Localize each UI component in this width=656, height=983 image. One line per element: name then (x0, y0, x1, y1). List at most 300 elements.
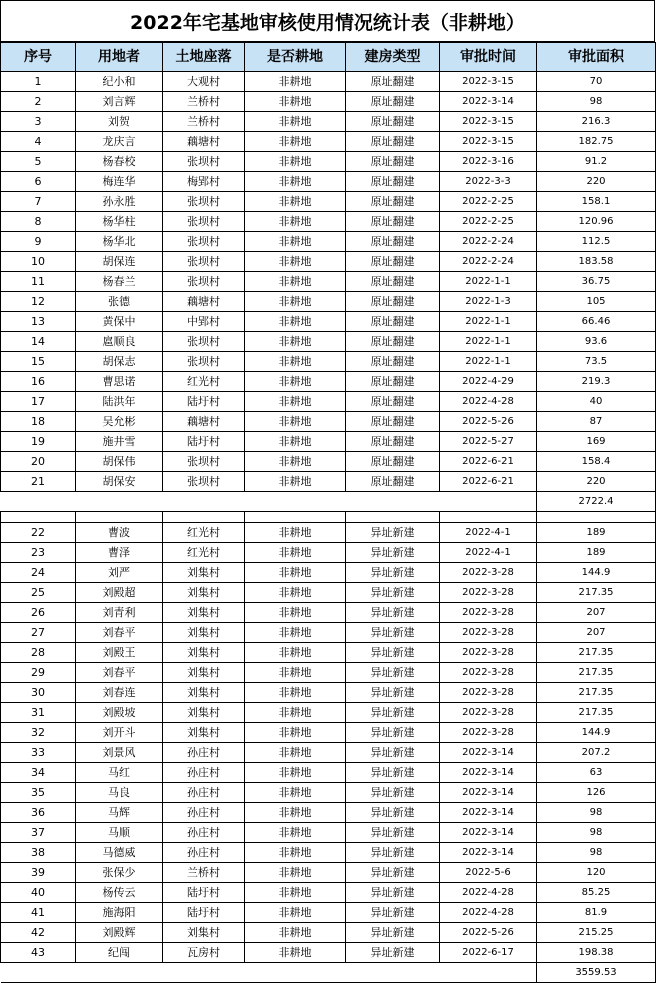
cell-farmland: 非耕地 (245, 72, 346, 92)
table-row (1, 703, 656, 723)
cell-approval-date: 2022-5-26 (440, 923, 537, 943)
cell-build-type: 原址翻建 (346, 112, 440, 132)
cell-location: 孙庄村 (163, 743, 245, 763)
cell-farmland: 非耕地 (245, 623, 346, 643)
cell-applicant: 陆洪年 (76, 392, 163, 412)
cell-approval-date: 2022-3-14 (440, 743, 537, 763)
cell-location: 刘集村 (163, 683, 245, 703)
cell-approval-date: 2022-5-6 (440, 863, 537, 883)
cell-approval-area: 216.3 (537, 112, 656, 132)
cell-approval-area: 207 (537, 623, 656, 643)
cell-farmland: 非耕地 (245, 823, 346, 843)
cell-applicant: 施井雪 (76, 432, 163, 452)
cell-approval-area: 98 (537, 92, 656, 112)
cell-applicant: 施海阳 (76, 903, 163, 923)
cell-index: 6 (1, 172, 76, 192)
cell-build-type: 原址翻建 (346, 372, 440, 392)
cell-build-type: 原址翻建 (346, 432, 440, 452)
cell-applicant: 刘青利 (76, 603, 163, 623)
cell-approval-area: 112.5 (537, 232, 656, 252)
table-row (1, 412, 656, 432)
cell-location: 孙庄村 (163, 763, 245, 783)
cell-approval-date: 2022-2-24 (440, 252, 537, 272)
cell-approval-area: 182.75 (537, 132, 656, 152)
cell-applicant: 孙永胜 (76, 192, 163, 212)
table-row (1, 232, 656, 252)
cell-approval-area: 63 (537, 763, 656, 783)
cell-farmland: 非耕地 (245, 703, 346, 723)
cell-approval-date: 2022-3-28 (440, 603, 537, 623)
cell-approval-date: 2022-6-21 (440, 452, 537, 472)
cell-index: 32 (1, 723, 76, 743)
cell-location: 红光村 (163, 523, 245, 543)
cell-farmland: 非耕地 (245, 272, 346, 292)
cell-approval-date: 2022-1-1 (440, 272, 537, 292)
cell-index: 31 (1, 703, 76, 723)
spacer-cell (1, 512, 76, 523)
cell-applicant: 梅连华 (76, 172, 163, 192)
cell-index: 13 (1, 312, 76, 332)
cell-index: 34 (1, 763, 76, 783)
cell-build-type: 异址新建 (346, 783, 440, 803)
cell-build-type: 异址新建 (346, 943, 440, 963)
cell-applicant: 纪闯 (76, 943, 163, 963)
subtotal-blank-cell (1, 963, 76, 983)
cell-farmland: 非耕地 (245, 472, 346, 492)
cell-applicant: 杨华柱 (76, 212, 163, 232)
cell-approval-date: 2022-1-1 (440, 332, 537, 352)
cell-approval-date: 2022-5-27 (440, 432, 537, 452)
cell-approval-date: 2022-4-28 (440, 903, 537, 923)
cell-applicant: 马顺 (76, 823, 163, 843)
cell-farmland: 非耕地 (245, 92, 346, 112)
cell-approval-area: 144.9 (537, 723, 656, 743)
table-row (1, 212, 656, 232)
spacer-cell (440, 512, 537, 523)
table-row (1, 72, 656, 92)
cell-farmland: 非耕地 (245, 292, 346, 312)
cell-applicant: 马辉 (76, 803, 163, 823)
cell-approval-area: 93.6 (537, 332, 656, 352)
cell-approval-date: 2022-6-21 (440, 472, 537, 492)
table-row (1, 432, 656, 452)
cell-build-type: 异址新建 (346, 663, 440, 683)
table-row (1, 252, 656, 272)
cell-approval-area: 217.35 (537, 683, 656, 703)
cell-index: 2 (1, 92, 76, 112)
cell-applicant: 杨春校 (76, 152, 163, 172)
header-build-type: 建房类型 (346, 43, 440, 72)
cell-approval-area: 98 (537, 823, 656, 843)
cell-approval-date: 2022-1-1 (440, 312, 537, 332)
cell-approval-area: 207.2 (537, 743, 656, 763)
subtotal-blank-cell (76, 492, 163, 512)
cell-index: 38 (1, 843, 76, 863)
cell-approval-date: 2022-4-1 (440, 523, 537, 543)
cell-farmland: 非耕地 (245, 663, 346, 683)
table-row (1, 272, 656, 292)
cell-approval-date: 2022-3-28 (440, 643, 537, 663)
cell-applicant: 纪小和 (76, 72, 163, 92)
cell-location: 张坝村 (163, 452, 245, 472)
table-row (1, 643, 656, 663)
cell-index: 40 (1, 883, 76, 903)
cell-build-type: 异址新建 (346, 883, 440, 903)
header-index: 序号 (1, 43, 76, 72)
cell-build-type: 异址新建 (346, 603, 440, 623)
cell-farmland: 非耕地 (245, 883, 346, 903)
cell-approval-area: 98 (537, 803, 656, 823)
table-row (1, 372, 656, 392)
cell-location: 兰桥村 (163, 863, 245, 883)
cell-approval-date: 2022-3-16 (440, 152, 537, 172)
cell-farmland: 非耕地 (245, 312, 346, 332)
cell-applicant: 马良 (76, 783, 163, 803)
cell-approval-area: 217.35 (537, 583, 656, 603)
spacer-row (1, 512, 656, 523)
cell-build-type: 原址翻建 (346, 212, 440, 232)
cell-build-type: 异址新建 (346, 723, 440, 743)
spacer-cell (346, 512, 440, 523)
cell-farmland: 非耕地 (245, 252, 346, 272)
cell-index: 42 (1, 923, 76, 943)
cell-index: 11 (1, 272, 76, 292)
table-row (1, 743, 656, 763)
table-row (1, 623, 656, 643)
cell-build-type: 原址翻建 (346, 272, 440, 292)
cell-location: 陆圩村 (163, 883, 245, 903)
cell-applicant: 刘殿超 (76, 583, 163, 603)
cell-location: 中郢村 (163, 312, 245, 332)
cell-approval-date: 2022-6-17 (440, 943, 537, 963)
cell-applicant: 胡保伟 (76, 452, 163, 472)
cell-applicant: 杨春兰 (76, 272, 163, 292)
header-row (1, 43, 656, 72)
cell-applicant: 胡保志 (76, 352, 163, 372)
cell-index: 43 (1, 943, 76, 963)
cell-location: 张坝村 (163, 352, 245, 372)
cell-index: 22 (1, 523, 76, 543)
cell-farmland: 非耕地 (245, 683, 346, 703)
cell-applicant: 刘殿坡 (76, 703, 163, 723)
subtotal-blank-cell (245, 492, 346, 512)
cell-farmland: 非耕地 (245, 192, 346, 212)
cell-applicant: 刘严 (76, 563, 163, 583)
table-row (1, 823, 656, 843)
cell-farmland: 非耕地 (245, 583, 346, 603)
cell-applicant: 刘春平 (76, 663, 163, 683)
cell-location: 陆圩村 (163, 432, 245, 452)
header-location: 土地座落 (163, 43, 245, 72)
cell-index: 1 (1, 72, 76, 92)
cell-farmland: 非耕地 (245, 132, 346, 152)
cell-approval-date: 2022-3-28 (440, 563, 537, 583)
cell-index: 39 (1, 863, 76, 883)
cell-approval-date: 2022-3-28 (440, 663, 537, 683)
cell-farmland: 非耕地 (245, 372, 346, 392)
cell-applicant: 曹泽 (76, 543, 163, 563)
cell-location: 张坝村 (163, 252, 245, 272)
cell-build-type: 异址新建 (346, 863, 440, 883)
cell-location: 刘集村 (163, 643, 245, 663)
cell-index: 36 (1, 803, 76, 823)
cell-approval-area: 36.75 (537, 272, 656, 292)
cell-location: 张坝村 (163, 192, 245, 212)
cell-approval-area: 66.46 (537, 312, 656, 332)
cell-approval-date: 2022-3-15 (440, 72, 537, 92)
table-row (1, 863, 656, 883)
cell-location: 张坝村 (163, 472, 245, 492)
cell-farmland: 非耕地 (245, 232, 346, 252)
table-row (1, 392, 656, 412)
spacer-cell (163, 512, 245, 523)
approval-table (0, 42, 656, 983)
subtotal-area: 2722.4 (537, 492, 656, 512)
cell-applicant: 刘殿辉 (76, 923, 163, 943)
cell-location: 张坝村 (163, 272, 245, 292)
cell-approval-area: 217.35 (537, 703, 656, 723)
cell-farmland: 非耕地 (245, 603, 346, 623)
cell-approval-area: 73.5 (537, 352, 656, 372)
cell-approval-date: 2022-3-3 (440, 172, 537, 192)
cell-index: 30 (1, 683, 76, 703)
cell-location: 梅郢村 (163, 172, 245, 192)
cell-location: 刘集村 (163, 663, 245, 683)
cell-approval-area: 144.9 (537, 563, 656, 583)
cell-applicant: 杨传云 (76, 883, 163, 903)
table-row (1, 663, 656, 683)
table-row (1, 312, 656, 332)
cell-index: 33 (1, 743, 76, 763)
cell-index: 5 (1, 152, 76, 172)
cell-approval-date: 2022-3-28 (440, 723, 537, 743)
cell-approval-date: 2022-3-14 (440, 92, 537, 112)
table-row (1, 543, 656, 563)
cell-farmland: 非耕地 (245, 112, 346, 132)
cell-index: 41 (1, 903, 76, 923)
cell-farmland: 非耕地 (245, 903, 346, 923)
cell-location: 张坝村 (163, 232, 245, 252)
cell-location: 刘集村 (163, 623, 245, 643)
cell-approval-date: 2022-3-28 (440, 583, 537, 603)
cell-approval-area: 220 (537, 472, 656, 492)
cell-index: 28 (1, 643, 76, 663)
cell-build-type: 异址新建 (346, 563, 440, 583)
table-row (1, 292, 656, 312)
cell-location: 孙庄村 (163, 803, 245, 823)
cell-build-type: 原址翻建 (346, 72, 440, 92)
cell-index: 18 (1, 412, 76, 432)
cell-build-type: 原址翻建 (346, 292, 440, 312)
table-row (1, 563, 656, 583)
cell-location: 藕塘村 (163, 292, 245, 312)
cell-approval-date: 2022-4-1 (440, 543, 537, 563)
cell-location: 藕塘村 (163, 412, 245, 432)
subtotal-blank-cell (245, 963, 346, 983)
cell-build-type: 异址新建 (346, 923, 440, 943)
cell-index: 9 (1, 232, 76, 252)
cell-farmland: 非耕地 (245, 803, 346, 823)
cell-index: 15 (1, 352, 76, 372)
header-applicant: 用地者 (76, 43, 163, 72)
table-row (1, 943, 656, 963)
cell-approval-date: 2022-3-15 (440, 112, 537, 132)
cell-build-type: 原址翻建 (346, 332, 440, 352)
cell-approval-date: 2022-2-25 (440, 192, 537, 212)
spacer-cell (76, 512, 163, 523)
cell-farmland: 非耕地 (245, 332, 346, 352)
cell-approval-area: 91.2 (537, 152, 656, 172)
cell-approval-area: 215.25 (537, 923, 656, 943)
cell-build-type: 异址新建 (346, 683, 440, 703)
cell-location: 孙庄村 (163, 823, 245, 843)
cell-location: 兰桥村 (163, 92, 245, 112)
cell-applicant: 刘言辉 (76, 92, 163, 112)
table-row (1, 192, 656, 212)
cell-location: 陆圩村 (163, 903, 245, 923)
cell-location: 藕塘村 (163, 132, 245, 152)
cell-index: 3 (1, 112, 76, 132)
cell-location: 刘集村 (163, 583, 245, 603)
table-row (1, 132, 656, 152)
cell-index: 17 (1, 392, 76, 412)
cell-farmland: 非耕地 (245, 763, 346, 783)
cell-approval-date: 2022-3-28 (440, 683, 537, 703)
cell-approval-area: 85.25 (537, 883, 656, 903)
spacer-cell (537, 512, 656, 523)
cell-applicant: 杨华北 (76, 232, 163, 252)
cell-index: 7 (1, 192, 76, 212)
cell-approval-date: 2022-4-28 (440, 392, 537, 412)
cell-location: 大观村 (163, 72, 245, 92)
cell-applicant: 胡保安 (76, 472, 163, 492)
cell-location: 兰桥村 (163, 112, 245, 132)
cell-build-type: 异址新建 (346, 703, 440, 723)
cell-index: 8 (1, 212, 76, 232)
cell-approval-area: 81.9 (537, 903, 656, 923)
cell-build-type: 异址新建 (346, 623, 440, 643)
table-row (1, 723, 656, 743)
cell-build-type: 原址翻建 (346, 392, 440, 412)
cell-build-type: 原址翻建 (346, 172, 440, 192)
table-row (1, 803, 656, 823)
table-row (1, 172, 656, 192)
cell-applicant: 刘春连 (76, 683, 163, 703)
cell-index: 26 (1, 603, 76, 623)
cell-farmland: 非耕地 (245, 943, 346, 963)
cell-index: 37 (1, 823, 76, 843)
subtotal-blank-cell (440, 492, 537, 512)
cell-location: 刘集村 (163, 563, 245, 583)
cell-location: 刘集村 (163, 603, 245, 623)
table-row (1, 352, 656, 372)
cell-index: 10 (1, 252, 76, 272)
cell-index: 12 (1, 292, 76, 312)
cell-index: 4 (1, 132, 76, 152)
cell-index: 19 (1, 432, 76, 452)
cell-approval-date: 2022-1-3 (440, 292, 537, 312)
cell-approval-date: 2022-1-1 (440, 352, 537, 372)
cell-build-type: 原址翻建 (346, 232, 440, 252)
cell-approval-date: 2022-3-14 (440, 783, 537, 803)
header-approval-date: 审批时间 (440, 43, 537, 72)
table-row (1, 152, 656, 172)
cell-applicant: 吴允彬 (76, 412, 163, 432)
cell-index: 23 (1, 543, 76, 563)
cell-applicant: 刘殿王 (76, 643, 163, 663)
cell-approval-area: 98 (537, 843, 656, 863)
cell-approval-date: 2022-5-26 (440, 412, 537, 432)
cell-index: 14 (1, 332, 76, 352)
table-row (1, 523, 656, 543)
cell-build-type: 原址翻建 (346, 472, 440, 492)
table-row (1, 783, 656, 803)
cell-build-type: 原址翻建 (346, 152, 440, 172)
table-row (1, 92, 656, 112)
table-row (1, 923, 656, 943)
cell-build-type: 异址新建 (346, 823, 440, 843)
cell-index: 21 (1, 472, 76, 492)
cell-build-type: 原址翻建 (346, 92, 440, 112)
cell-applicant: 龙庆言 (76, 132, 163, 152)
table-row (1, 603, 656, 623)
subtotal-blank-cell (1, 492, 76, 512)
cell-build-type: 原址翻建 (346, 452, 440, 472)
table-row (1, 883, 656, 903)
cell-applicant: 马红 (76, 763, 163, 783)
cell-index: 24 (1, 563, 76, 583)
cell-approval-area: 120.96 (537, 212, 656, 232)
cell-index: 29 (1, 663, 76, 683)
cell-approval-area: 158.1 (537, 192, 656, 212)
cell-applicant: 张保少 (76, 863, 163, 883)
cell-approval-date: 2022-3-14 (440, 763, 537, 783)
cell-approval-area: 120 (537, 863, 656, 883)
header-approval-area: 审批面积 (537, 43, 656, 72)
cell-approval-area: 126 (537, 783, 656, 803)
cell-location: 红光村 (163, 543, 245, 563)
cell-approval-date: 2022-4-28 (440, 883, 537, 903)
cell-farmland: 非耕地 (245, 172, 346, 192)
cell-index: 25 (1, 583, 76, 603)
cell-applicant: 刘开斗 (76, 723, 163, 743)
cell-approval-date: 2022-3-28 (440, 623, 537, 643)
cell-applicant: 马德威 (76, 843, 163, 863)
cell-approval-area: 169 (537, 432, 656, 452)
cell-approval-date: 2022-2-24 (440, 232, 537, 252)
table-row (1, 112, 656, 132)
cell-farmland: 非耕地 (245, 523, 346, 543)
cell-approval-area: 105 (537, 292, 656, 312)
cell-farmland: 非耕地 (245, 863, 346, 883)
cell-approval-area: 189 (537, 543, 656, 563)
cell-approval-area: 217.35 (537, 643, 656, 663)
cell-location: 陆圩村 (163, 392, 245, 412)
cell-location: 刘集村 (163, 703, 245, 723)
table-row (1, 583, 656, 603)
cell-build-type: 原址翻建 (346, 312, 440, 332)
subtotal-blank-cell (76, 963, 163, 983)
cell-location: 红光村 (163, 372, 245, 392)
cell-build-type: 异址新建 (346, 763, 440, 783)
cell-approval-area: 87 (537, 412, 656, 432)
cell-farmland: 非耕地 (245, 743, 346, 763)
cell-approval-date: 2022-4-29 (440, 372, 537, 392)
cell-build-type: 异址新建 (346, 843, 440, 863)
cell-index: 35 (1, 783, 76, 803)
cell-farmland: 非耕地 (245, 432, 346, 452)
cell-location: 瓦房村 (163, 943, 245, 963)
